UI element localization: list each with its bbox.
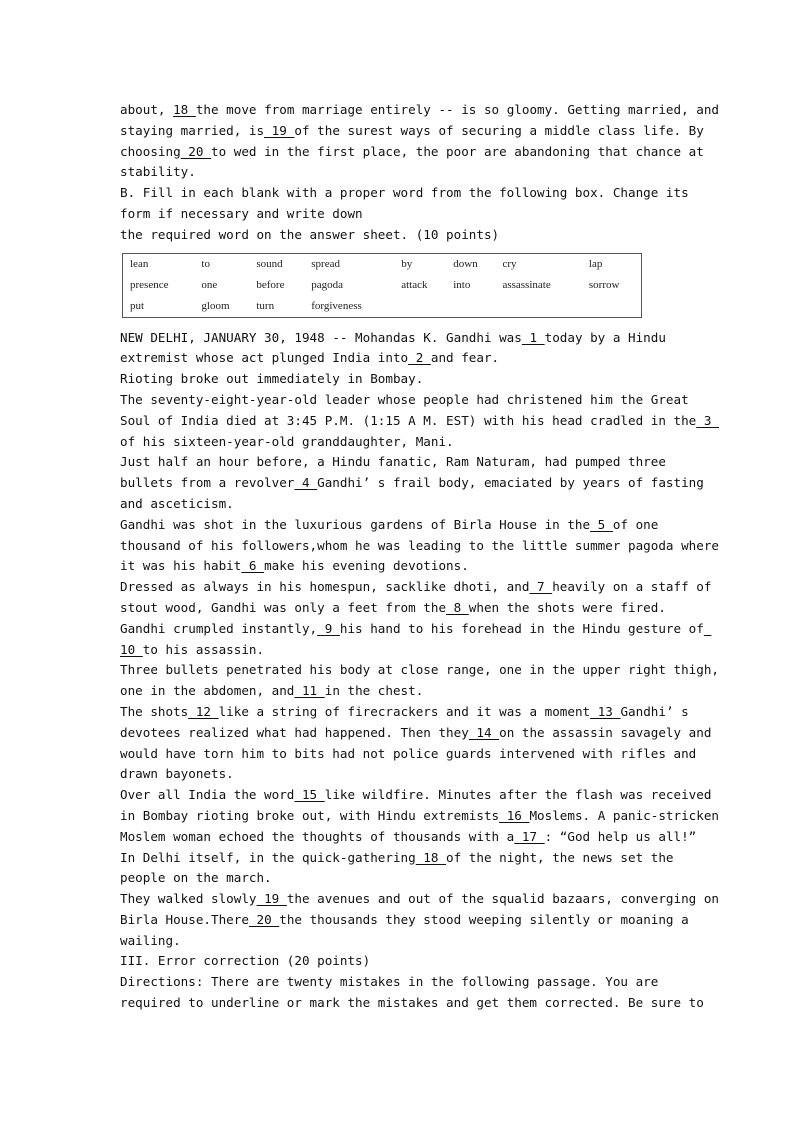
word-box-cell: sorrow xyxy=(588,279,620,292)
text-segment: NEW DELHI, JANUARY 30, 1948 -- Mohandas K. Gandhi was xyxy=(120,329,522,345)
blank-number: 3 xyxy=(696,412,719,428)
text-segment: devotees realized what had happened. Then they xyxy=(120,724,469,740)
text-segment: staying married, is xyxy=(120,122,265,138)
text-segment: when the shots were fired. xyxy=(468,599,666,615)
text-segment: of his sixteen-year-old granddaughter, Mani. xyxy=(120,433,454,449)
text-segment: the required word on the answer sheet. (10 points) xyxy=(120,226,500,242)
text-segment: it was his habit xyxy=(120,558,242,574)
blank-number: 14 xyxy=(468,724,500,740)
text-segment: Directions: There are twenty mistakes in the following passage. You are xyxy=(120,974,659,990)
blank-number: 18 xyxy=(173,102,196,117)
word-box-cell xyxy=(446,296,495,318)
text-line xyxy=(120,556,676,577)
word-box-cell: cry xyxy=(502,258,517,271)
text-segment: in the chest. xyxy=(324,683,424,699)
text-line xyxy=(120,827,697,848)
text-line xyxy=(120,183,689,204)
text-segment: the move from marriage entirely -- is so gloomy. Getting married, and xyxy=(195,102,719,117)
text-line xyxy=(120,390,689,411)
text-segment: Dressed as always in his homespun, sacklike dhoti, and xyxy=(120,579,530,595)
word-box-cell: forgiveness xyxy=(311,300,362,313)
text-segment: and fear. xyxy=(430,350,500,366)
text-line xyxy=(120,536,719,557)
text-segment: today by a Hindu xyxy=(544,329,666,345)
text-line xyxy=(120,785,712,806)
word-box-cell: to xyxy=(201,258,210,271)
passage-a-end xyxy=(120,100,719,246)
text-line xyxy=(120,328,676,349)
word-box-cell: assassinate xyxy=(502,279,551,292)
blank-number: 11 xyxy=(294,683,325,699)
blank-number: 17 xyxy=(514,828,545,844)
blank-number: 6 xyxy=(241,558,265,574)
text-segment: required to underline or mark the mistakes and get them corrected. Be sure to xyxy=(120,995,704,1011)
text-segment: Gandhi’ s xyxy=(620,703,689,719)
text-segment: Moslem woman echoed the thoughts of thousands with a xyxy=(120,828,515,844)
text-segment: would have torn him to bits had not police guards intervened with rifles and xyxy=(120,745,697,761)
text-segment: about, xyxy=(120,102,174,117)
word-box-row xyxy=(123,275,642,296)
text-segment: Gandhi’ s frail body, emaciated by years of fasting xyxy=(317,475,704,491)
text-segment: like a string of firecrackers and it was a moment xyxy=(218,703,591,719)
text-segment: and asceticism. xyxy=(120,495,234,511)
word-box-cell xyxy=(394,296,446,318)
word-box-cell: lap xyxy=(588,258,603,271)
text-line xyxy=(120,848,676,869)
text-line xyxy=(120,868,676,889)
blank-number: 9 xyxy=(317,620,340,636)
word-box-cell: lean xyxy=(130,258,149,271)
text-segment: form if necessary and write down xyxy=(120,205,363,221)
text-segment: Moslems. A panic-stricken xyxy=(529,807,720,823)
text-segment: The seventy-eight-year-old leader whose people had christened him the Great xyxy=(120,391,689,407)
blank-number: 20 xyxy=(248,911,280,927)
text-segment: wailing. xyxy=(120,932,181,948)
text-segment: the avenues and out of the squalid bazaars, converging on xyxy=(286,891,720,907)
word-box-cell: pagoda xyxy=(311,279,344,292)
text-line xyxy=(120,993,704,1014)
word-box-cell: by xyxy=(401,258,413,271)
text-segment: on the assassin savagely and xyxy=(499,724,712,740)
text-segment: thousand of his followers,whom he was leading to the little summer pagoda where xyxy=(120,537,719,553)
word-box-cell: presence xyxy=(130,279,169,292)
text-segment: Just half an hour before, a Hindu fanatic, Ram Naturam, had pumped three xyxy=(120,454,666,470)
text-segment: Rioting broke out immediately in Bombay. xyxy=(120,371,424,387)
text-line xyxy=(120,660,719,681)
word-box-cell xyxy=(495,296,581,318)
blank-number: 2 xyxy=(408,350,431,366)
text-line xyxy=(120,121,704,142)
text-line xyxy=(120,889,720,910)
text-line xyxy=(120,494,676,515)
word-box-cell: turn xyxy=(256,300,275,313)
text-segment: to his assassin. xyxy=(142,641,265,657)
text-line xyxy=(120,432,676,453)
text-segment: the thousands they stood weeping silently or moaning a xyxy=(279,911,689,927)
word-box-cell: into xyxy=(453,279,471,292)
text-segment: make his evening devotions. xyxy=(264,558,469,574)
word-box-cell: gloom xyxy=(201,300,230,313)
text-segment: bullets from a revolver xyxy=(120,475,295,491)
text-line xyxy=(120,806,720,827)
word-box xyxy=(122,253,642,318)
text-segment: stout wood, Gandhi was only a feet from the xyxy=(120,599,447,615)
text-segment: In Delhi itself, in the quick-gathering xyxy=(120,849,416,865)
text-line xyxy=(120,681,676,702)
text-line xyxy=(120,723,712,744)
blank-number xyxy=(704,621,712,636)
blank-number: 19 xyxy=(264,122,295,138)
text-line xyxy=(120,640,676,661)
passage-b xyxy=(120,328,720,1014)
word-box-cell: one xyxy=(201,279,218,292)
blank-number: 13 xyxy=(590,703,621,719)
text-segment: of the night, the news set the xyxy=(446,849,674,865)
text-line xyxy=(120,598,676,619)
text-segment: in Bombay rioting broke out, with Hindu extremists xyxy=(120,807,500,823)
word-box-cell xyxy=(582,296,642,318)
word-box-cell: attack xyxy=(401,279,428,292)
text-line xyxy=(120,225,676,246)
text-line xyxy=(120,411,719,432)
text-line xyxy=(120,619,704,640)
text-segment: extremist whose act plunged India into xyxy=(120,350,409,366)
text-segment: III. Error correction (20 points) xyxy=(120,953,371,969)
text-segment: to wed in the first place, the poor are abandoning that chance at xyxy=(211,143,704,159)
blank-number: 10 xyxy=(120,641,143,657)
text-segment: heavily on a staff of xyxy=(552,579,712,595)
word-box-cell: down xyxy=(453,258,478,271)
text-segment: Three bullets penetrated his body at close range, one in the upper right thigh, xyxy=(120,662,719,678)
text-line xyxy=(120,162,676,183)
text-segment: like wildfire. Minutes after the flash was received xyxy=(324,787,712,803)
blank-number: 5 xyxy=(590,516,613,532)
text-line xyxy=(120,972,676,993)
text-line xyxy=(120,577,712,598)
text-segment: Birla House.There xyxy=(120,911,249,927)
text-segment: drawn bayonets. xyxy=(120,766,234,782)
text-line xyxy=(120,204,676,225)
word-box-cell: before xyxy=(256,279,285,292)
text-segment: of one xyxy=(612,516,659,532)
text-line xyxy=(120,702,689,723)
blank-number: 12 xyxy=(188,703,219,719)
text-segment: B. Fill in each blank with a proper word from the following box. Change its xyxy=(120,185,689,201)
text-segment: They walked slowly xyxy=(120,891,257,907)
text-line xyxy=(120,931,676,952)
text-segment: of the surest ways of securing a middle class life. By xyxy=(294,122,704,138)
text-line xyxy=(120,515,676,536)
word-box-row xyxy=(123,253,642,275)
text-segment: one in the abdomen, and xyxy=(120,683,295,699)
text-segment: The shots xyxy=(120,703,189,719)
text-segment: his hand to his forehead in the Hindu gesture of xyxy=(339,620,704,636)
blank-number: 20 xyxy=(180,143,212,159)
text-line xyxy=(120,348,676,369)
blank-number: 1 xyxy=(521,329,545,345)
text-segment: people on the march. xyxy=(120,870,272,886)
word-box-cell: spread xyxy=(311,258,340,271)
blank-number: 4 xyxy=(294,475,318,491)
document-page xyxy=(120,100,720,1014)
text-line xyxy=(120,100,719,121)
blank-number: 16 xyxy=(499,807,530,823)
blank-number: 8 xyxy=(446,599,469,615)
word-box-cell: put xyxy=(130,300,145,313)
text-segment: choosing xyxy=(120,143,181,159)
word-box-cell: sound xyxy=(256,258,283,271)
text-segment: Over all India the word xyxy=(120,787,295,803)
text-segment: Soul of India died at 3:45 P.M. (1:15 A M. EST) with his head cradled in the xyxy=(120,412,697,428)
text-line xyxy=(120,744,697,765)
text-line xyxy=(120,473,704,494)
blank-number: 19 xyxy=(256,891,287,907)
text-line xyxy=(120,452,676,473)
blank-number: 7 xyxy=(529,579,553,595)
text-line xyxy=(120,369,676,390)
text-line xyxy=(120,142,704,163)
text-segment: Gandhi was shot in the luxurious gardens of Birla House in the xyxy=(120,516,591,532)
blank-number: 18 xyxy=(415,849,447,865)
text-line xyxy=(120,910,689,931)
text-segment: stability. xyxy=(120,164,196,180)
blank-number: 15 xyxy=(294,787,325,803)
text-segment: : “God help us all!” xyxy=(544,828,697,844)
text-segment: Gandhi crumpled instantly, xyxy=(120,620,318,636)
text-line xyxy=(120,764,676,785)
word-box-row xyxy=(123,296,642,318)
text-line xyxy=(120,951,676,972)
